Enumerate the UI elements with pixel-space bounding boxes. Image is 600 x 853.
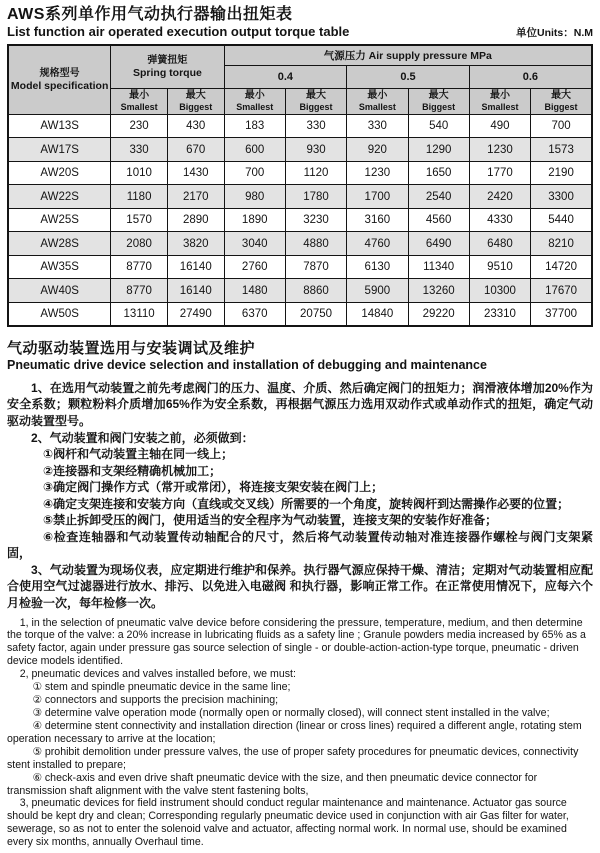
col-header-pressure-05: 0.5 <box>347 65 470 88</box>
model-cell: AW17S <box>8 138 111 162</box>
torque-value-cell: 3230 <box>285 208 346 232</box>
en-paragraph: ④ determine stent connectivity and installation direction (linear or cross lines) required a different angle, rotating stem operation necessary to arrive at the location; <box>7 719 582 745</box>
model-spec-label-zh: 规格型号 <box>39 67 80 79</box>
torque-value-cell: 10300 <box>469 279 530 303</box>
biggest-label-zh: 最大 <box>306 89 327 101</box>
table-row <box>8 232 592 256</box>
units-label: 单位Units：N.M <box>516 27 593 40</box>
torque-value-cell: 2890 <box>167 208 224 232</box>
torque-value-cell: 1290 <box>408 138 469 162</box>
torque-value-cell: 330 <box>285 114 346 138</box>
torque-value-cell: 330 <box>347 114 408 138</box>
torque-value-cell: 6130 <box>347 255 408 279</box>
en-paragraph: 3, pneumatic devices for field instrument should conduct regular maintenance and maintenance. Actuator gas source should be kept dry and clean; Corresponding regularly pneumatic device used in conjunction with air Gas filter for water, sewerage, so as not to enter the solenoid valve and actuator, affecting normal work. In normal use, should be examined every six months, annually Overhaul time. <box>7 797 569 849</box>
table-row <box>8 279 592 303</box>
cn-paragraph: ④确定支架连接和安装方向（直线或交叉线）所需要的一个角度，旋转阀杆到达需操作必要的位置； <box>43 496 570 511</box>
torque-value-cell: 430 <box>167 114 224 138</box>
col-header-smallest <box>111 88 168 114</box>
page-title-zh: AWS系列单作用气动执行器输出扭矩表 <box>7 6 293 23</box>
torque-value-cell: 540 <box>408 114 469 138</box>
torque-value-cell: 13260 <box>408 279 469 303</box>
cn-paragraph: 2、气动装置和阀门安装之前，必须做到： <box>31 430 254 445</box>
col-header-biggest <box>167 88 224 114</box>
cn-paragraph: ②连接器和支架经精确机械加工； <box>43 463 222 478</box>
torque-value-cell: 5900 <box>347 279 408 303</box>
torque-value-cell: 8770 <box>111 255 168 279</box>
torque-value-cell: 1780 <box>285 185 346 209</box>
torque-value-cell: 1650 <box>408 161 469 185</box>
torque-value-cell: 14840 <box>347 302 408 326</box>
torque-value-cell: 2420 <box>469 185 530 209</box>
torque-value-cell: 6490 <box>408 232 469 256</box>
torque-value-cell: 20750 <box>285 302 346 326</box>
model-cell: AW13S <box>8 114 111 138</box>
torque-value-cell: 700 <box>224 161 285 185</box>
smallest-label-en: Smallest <box>120 101 158 112</box>
torque-value-cell: 2540 <box>408 185 469 209</box>
torque-value-cell: 2080 <box>111 232 168 256</box>
torque-value-cell: 8860 <box>285 279 346 303</box>
en-paragraph: ⑥ check-axis and even drive shaft pneumatic device with the size, and then pneumatic device connector for transmission shaft alignment with the valve stent fastening bolts, <box>7 771 538 797</box>
torque-value-cell: 4880 <box>285 232 346 256</box>
torque-value-cell: 37700 <box>531 302 592 326</box>
table-header <box>8 45 592 114</box>
col-header-smallest <box>347 88 408 114</box>
biggest-label-en: Biggest <box>179 101 213 112</box>
col-header-pressure-06: 0.6 <box>469 65 592 88</box>
en-paragraph: ③ determine valve operation mode (normally open or normally closed), will connect stent installed in the valve; <box>32 707 550 719</box>
cn-paragraph: ⑥检查连轴器和气动装置传动轴配合的尺寸，然后将气动装置传动轴对准连接器作螺栓与阀门支架紧固， <box>7 529 593 561</box>
torque-value-cell: 490 <box>469 114 530 138</box>
col-header-model-spec <box>8 45 111 114</box>
smallest-label-zh: 最小 <box>129 89 150 101</box>
table-row <box>8 208 592 232</box>
cn-paragraph: 3、气动装置为现场仪表，应定期进行维护和保养。执行器气源应保持干燥、清洁；定期对气动装置相应配合使用空气过滤器进行放水、排污、以免进入电磁阀 和执行器，影响正常工作。在正常使用情况下，应每六个月检验一次，每年检修一次。 <box>7 562 593 610</box>
cn-paragraph: ①阀杆和气动装置主轴在同一线上； <box>43 447 234 462</box>
torque-value-cell: 27490 <box>167 302 224 326</box>
torque-value-cell: 1770 <box>469 161 530 185</box>
torque-value-cell: 2190 <box>531 161 592 185</box>
cn-paragraph: 1、在选用气动装置之前先考虑阀门的压力、温度、介质、然后确定阀门的扭矩力；润滑液体增加20%作为安全系数；颗粒粉料介质增加65%作为安全系数，再根据气源压力选用双动作式或单动作式的扭矩，确定气动驱动装置型号。 <box>7 380 593 428</box>
torque-value-cell: 13110 <box>111 302 168 326</box>
torque-value-cell: 930 <box>285 138 346 162</box>
torque-value-cell: 183 <box>224 114 285 138</box>
torque-value-cell: 1480 <box>224 279 285 303</box>
en-paragraphs <box>7 617 593 850</box>
torque-value-cell: 2170 <box>167 185 224 209</box>
torque-value-cell: 5440 <box>531 208 592 232</box>
torque-value-cell: 230 <box>111 114 168 138</box>
smallest-label-zh: 最小 <box>367 89 388 101</box>
model-cell: AW22S <box>8 185 111 209</box>
torque-value-cell: 4760 <box>347 232 408 256</box>
torque-value-cell: 1890 <box>224 208 285 232</box>
model-spec-label-en: Model specification <box>10 80 109 93</box>
col-header-spring-torque <box>111 45 224 88</box>
section-title-en: Pneumatic drive device selection and installation of debugging and maintenance <box>7 357 487 372</box>
torque-value-cell: 29220 <box>408 302 469 326</box>
torque-value-cell: 4560 <box>408 208 469 232</box>
subtitle-row <box>7 25 593 40</box>
torque-value-cell: 3040 <box>224 232 285 256</box>
spring-torque-label-zh: 弹簧扭矩 <box>147 54 188 66</box>
col-header-biggest <box>531 88 592 114</box>
torque-value-cell: 3820 <box>167 232 224 256</box>
torque-value-cell: 700 <box>531 114 592 138</box>
col-header-smallest <box>224 88 285 114</box>
torque-value-cell: 6370 <box>224 302 285 326</box>
cn-paragraph: ③确定阀门操作方式（常开或常闭），将连接支架安装在阀门上； <box>43 480 384 495</box>
torque-value-cell: 11340 <box>408 255 469 279</box>
torque-value-cell: 1180 <box>111 185 168 209</box>
torque-value-cell: 1230 <box>469 138 530 162</box>
torque-value-cell: 1230 <box>347 161 408 185</box>
torque-value-cell: 1430 <box>167 161 224 185</box>
smallest-label-en: Smallest <box>481 101 519 112</box>
en-paragraph: 1, in the selection of pneumatic valve device before considering the pressure, temperature, medium, and then determine the torque of the valve: a 20% increase in lubricating fluids as a safety line ; Granule powders media increased by 65% as a safety factor, again under pressure gas source selection of single - or double-action-action-type torque, pneumatic - driven device models identified. <box>7 616 586 668</box>
torque-value-cell: 8210 <box>531 232 592 256</box>
torque-value-cell: 2760 <box>224 255 285 279</box>
table-row <box>8 114 592 138</box>
torque-value-cell: 1120 <box>285 161 346 185</box>
col-header-air-supply-pressure: 气源压力 Air supply pressure MPa <box>224 45 592 65</box>
en-paragraph: ① stem and spindle pneumatic device in the same line; <box>32 681 291 694</box>
biggest-label-zh: 最大 <box>428 89 449 101</box>
en-paragraph: 2, pneumatic devices and valves installed before, we must: <box>19 668 296 681</box>
col-header-biggest <box>285 88 346 114</box>
biggest-label-en: Biggest <box>299 101 333 112</box>
torque-value-cell: 670 <box>167 138 224 162</box>
biggest-label-en: Biggest <box>422 101 456 112</box>
biggest-label-zh: 最大 <box>551 89 572 101</box>
torque-value-cell: 1700 <box>347 185 408 209</box>
spring-torque-label-en: Spring torque <box>133 67 202 80</box>
table-row <box>8 302 592 326</box>
torque-value-cell: 920 <box>347 138 408 162</box>
model-cell: AW25S <box>8 208 111 232</box>
table-row <box>8 185 592 209</box>
cn-paragraph: ⑤禁止拆卸受压的阀门，使用适当的安全程序为气动装置，连接支架的安装作好准备； <box>43 513 498 528</box>
torque-value-cell: 980 <box>224 185 285 209</box>
torque-value-cell: 600 <box>224 138 285 162</box>
torque-value-cell: 14720 <box>531 255 592 279</box>
torque-value-cell: 7870 <box>285 255 346 279</box>
torque-value-cell: 17670 <box>531 279 592 303</box>
torque-value-cell: 4330 <box>469 208 530 232</box>
torque-value-cell: 16140 <box>167 255 224 279</box>
smallest-label-en: Smallest <box>236 101 274 112</box>
torque-value-cell: 9510 <box>469 255 530 279</box>
col-header-smallest <box>469 88 530 114</box>
biggest-label-en: Biggest <box>544 101 578 112</box>
model-cell: AW50S <box>8 302 111 326</box>
torque-table <box>7 44 593 327</box>
en-paragraph: ② connectors and supports the precision machining; <box>32 694 279 707</box>
torque-value-cell: 16140 <box>167 279 224 303</box>
biggest-label-zh: 最大 <box>185 89 206 101</box>
torque-value-cell: 1570 <box>111 208 168 232</box>
torque-value-cell: 330 <box>111 138 168 162</box>
en-paragraph: ⑤ prohibit demolition under pressure valves, the use of proper safety procedures for pneumatic devices, connectivity stent installed to prepare; <box>7 745 579 771</box>
torque-value-cell: 1573 <box>531 138 592 162</box>
smallest-label-zh: 最小 <box>244 89 265 101</box>
torque-value-cell: 8770 <box>111 279 168 303</box>
table-row <box>8 138 592 162</box>
smallest-label-zh: 最小 <box>489 89 510 101</box>
model-cell: AW35S <box>8 255 111 279</box>
col-header-biggest <box>408 88 469 114</box>
torque-value-cell: 3160 <box>347 208 408 232</box>
torque-table-body <box>8 114 592 326</box>
table-row <box>8 161 592 185</box>
torque-value-cell: 6480 <box>469 232 530 256</box>
model-cell: AW40S <box>8 279 111 303</box>
col-header-pressure-04: 0.4 <box>224 65 347 88</box>
cn-paragraphs <box>7 380 593 612</box>
page-title-en: List function air operated execution output torque table <box>7 24 350 40</box>
maintenance-section <box>7 340 593 849</box>
torque-value-cell: 3300 <box>531 185 592 209</box>
model-cell: AW20S <box>8 161 111 185</box>
section-title-zh: 气动驱动装置选用与安装调试及维护 <box>7 339 256 357</box>
table-row <box>8 255 592 279</box>
torque-value-cell: 23310 <box>469 302 530 326</box>
torque-value-cell: 1010 <box>111 161 168 185</box>
smallest-label-en: Smallest <box>358 101 396 112</box>
model-cell: AW28S <box>8 232 111 256</box>
